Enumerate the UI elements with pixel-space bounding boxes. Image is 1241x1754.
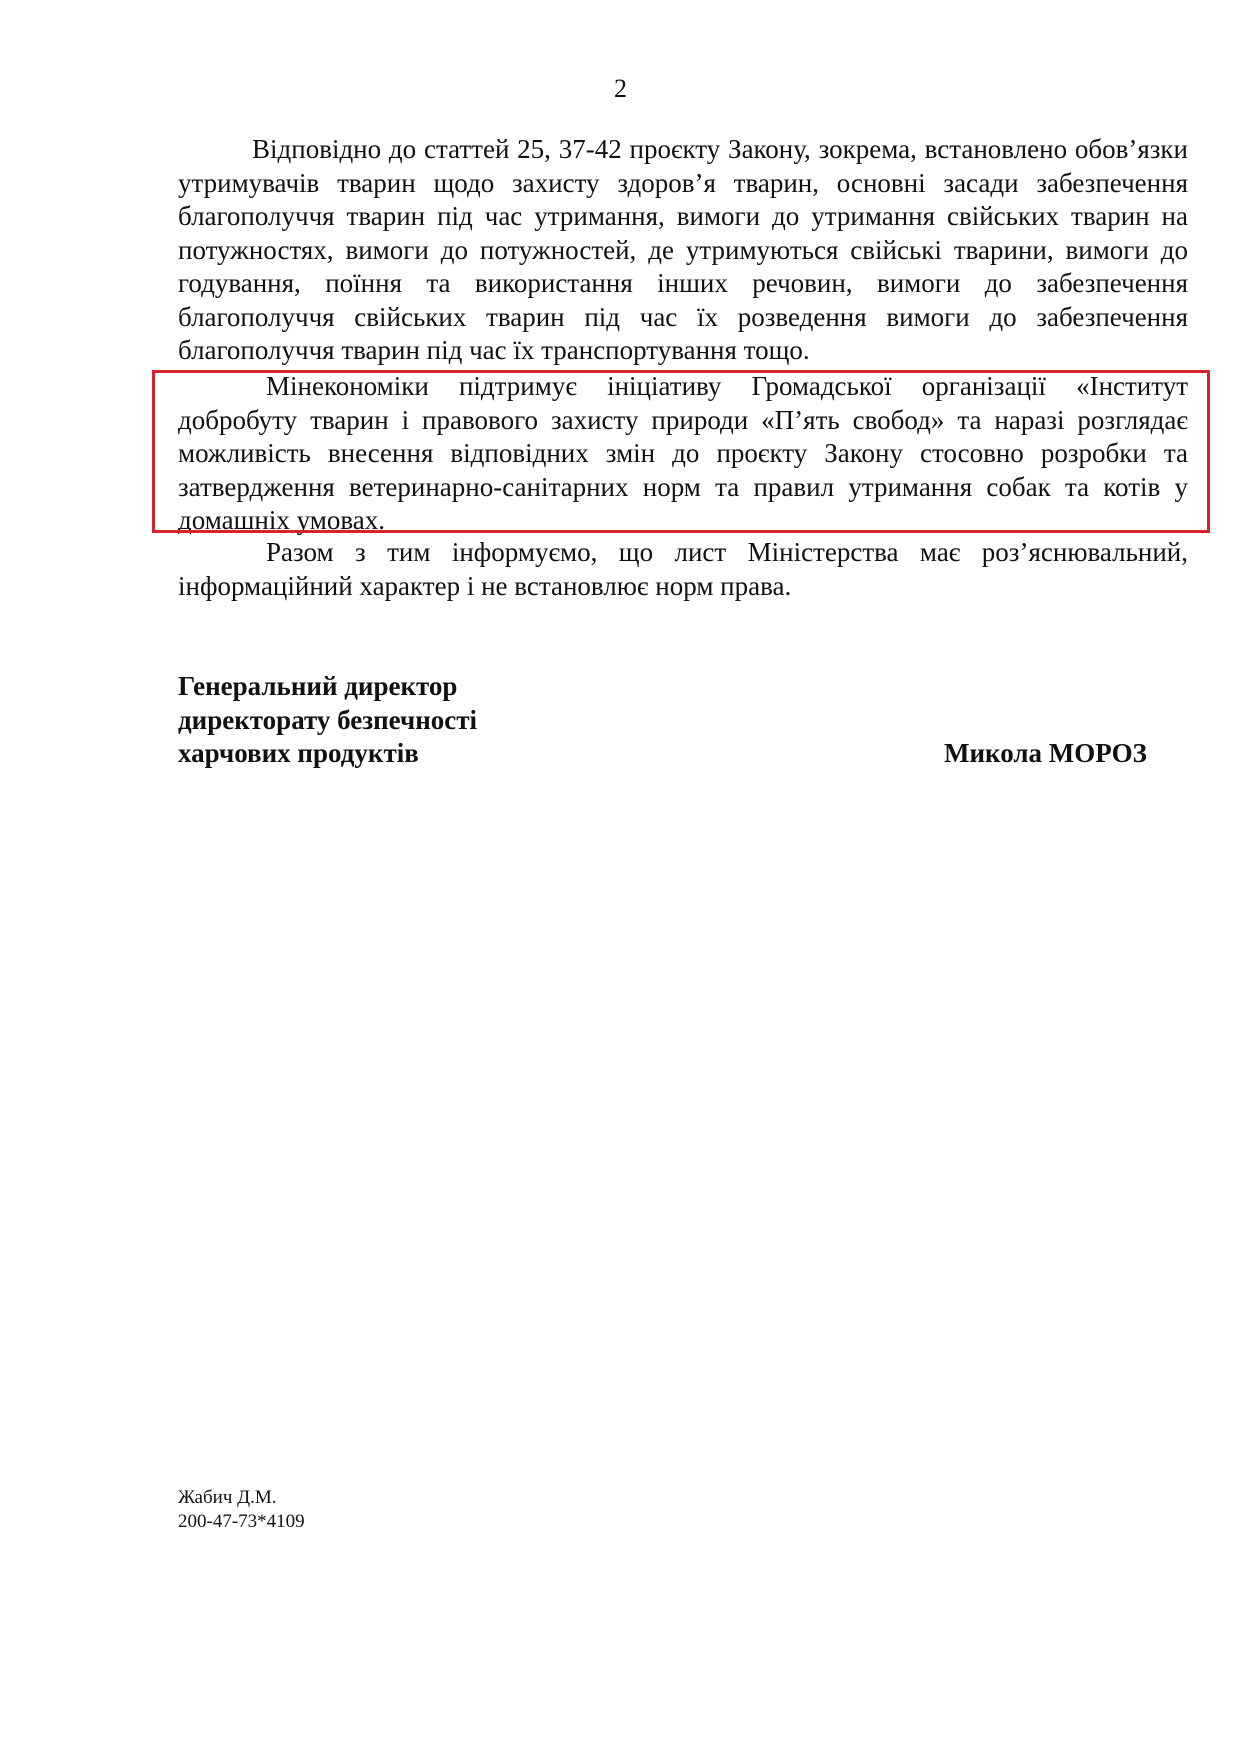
executor-name: Жабич Д.М. <box>178 1487 277 1508</box>
page-number: 2 <box>614 74 627 103</box>
executor-phone: 200-47-73*4109 <box>178 1511 305 1532</box>
signature-title-line: Генеральний директор <box>178 671 458 701</box>
signature-title <box>178 670 477 771</box>
signature-title-line: харчових продуктів <box>178 738 419 768</box>
paragraph-articles: Відповідно до статтей 25, 37-42 проєкту Закону, зокрема, встановлено обов’язки утримувачів тварин щодо захисту здоров’я тварин, основні засади забезпечення благополуччя тварин під час утримання, вимоги до утримання свійських тварин на потужностях, вимоги до потужностей, де утримуються свійські тварини, вимоги до годування, поїння та використання інших речовин, вимоги до забезпечення благополуччя свійських тварин під час їх розведення вимоги до забезпечення благополуччя тварин під час їх транспортування тощо. <box>178 134 1188 365</box>
paragraph-informational: Разом з тим інформуємо, що лист Міністерства має роз’яснювальний, інформаційний характер і не встановлює норм права. <box>178 537 1188 601</box>
signer-name: Микола МОРОЗ <box>944 738 1147 768</box>
paragraph-ministry-support: Мінекономіки підтримує ініціативу Громадської організації «Інститут добробуту тварин і правового захисту природи «П’ять свобод» та наразі розглядає можливість внесення відповідних змін до проєкту Закону стосовно розробки та затвердження ветеринарно-санітарних норм та правил утримання собак та котів у домашніх умовах. <box>178 371 1188 535</box>
highlight-box <box>152 370 1210 533</box>
signature-title-line: директорату безпечності <box>178 704 478 735</box>
footer-executor-info <box>178 1486 305 1534</box>
